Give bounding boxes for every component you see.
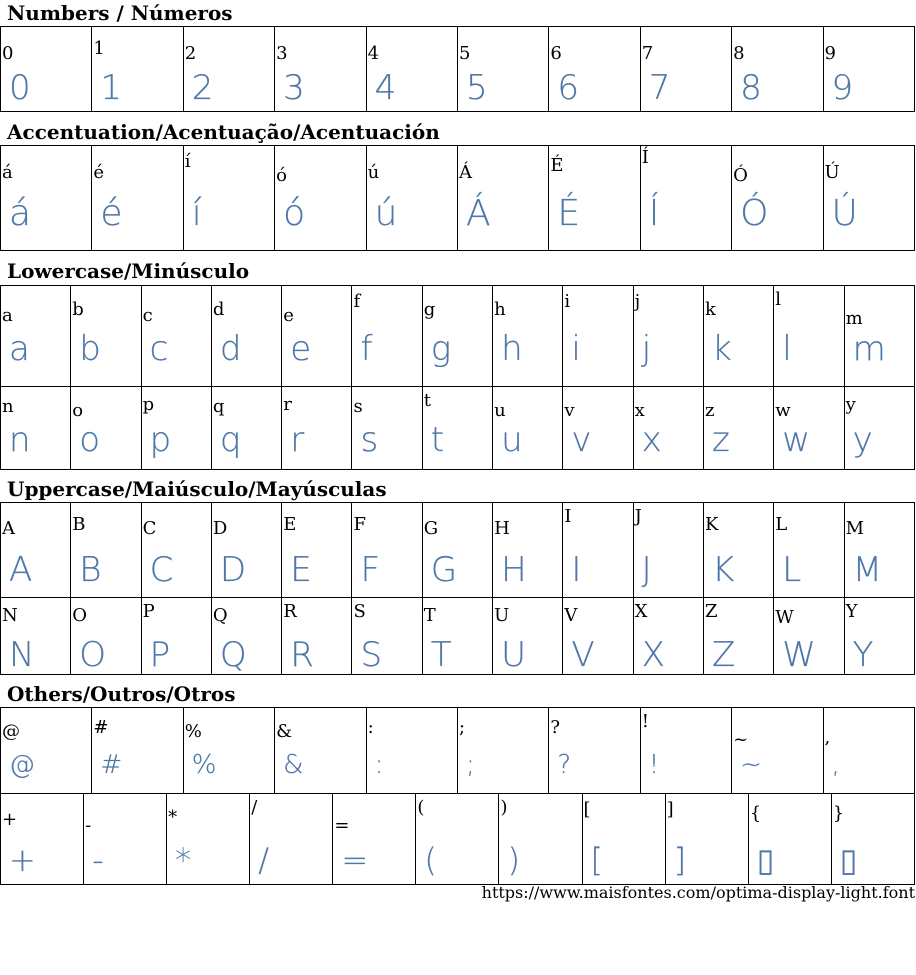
glyph-cell-percent	[183, 708, 274, 794]
glyph-cell-h	[493, 503, 563, 598]
glyph-cell-label: R	[283, 601, 297, 622]
glyph-cell-c39a	[823, 146, 914, 251]
glyph-cell-o	[71, 598, 141, 675]
glyph-cell-y	[844, 598, 914, 675]
glyph-cell-label: ~	[733, 729, 749, 750]
glyph-cell-label: )	[500, 797, 508, 818]
glyph-sample: n	[9, 420, 31, 460]
glyph-cell-exclamation	[640, 708, 731, 794]
glyph-cell-plus	[1, 794, 84, 885]
glyph-cell-label: ;	[458, 717, 466, 738]
glyph-sample: O	[79, 635, 107, 675]
glyph-cell-label: O	[72, 605, 88, 626]
glyph-sample: Á	[465, 193, 491, 234]
glyph-cell-label: h	[494, 299, 506, 320]
glyph-cell-k	[703, 286, 773, 387]
glyph-cell-b	[71, 286, 141, 387]
glyph-sample: W	[782, 635, 816, 675]
glyph-cell-label: 4	[367, 43, 380, 64]
glyph-cell-question	[549, 708, 640, 794]
glyph-cell-label: I	[564, 506, 572, 527]
glyph-cell-label: :	[367, 717, 374, 738]
glyph-cell-label: N	[2, 605, 18, 626]
glyph-sample: +	[9, 841, 36, 879]
glyph-sample: U	[501, 635, 526, 675]
glyph-cell-label: a	[2, 305, 13, 326]
glyph-cell-n	[1, 387, 71, 470]
glyph-cell-comma	[823, 708, 914, 794]
glyph-cell-c389	[549, 146, 640, 251]
glyph-cell-a	[1, 503, 71, 598]
glyph-cell-label: @	[2, 721, 20, 742]
glyph-sample: r	[290, 420, 305, 460]
glyph-sample: =	[341, 841, 369, 879]
glyph-sample: B	[79, 550, 102, 590]
glyph-cell-p	[141, 387, 211, 470]
source-url-link[interactable]: https://www.maisfontes.com/optima-display-light.font	[481, 883, 915, 902]
glyph-cell-asterisk	[167, 794, 250, 885]
glyph-sample: t	[430, 420, 445, 460]
numbers-grid	[0, 26, 915, 112]
glyph-cell-label: ?	[550, 717, 560, 738]
glyph-cell-3	[275, 27, 366, 112]
glyph-cell-label: U	[494, 605, 510, 626]
glyph-sample: D	[219, 550, 247, 590]
glyph-sample: 8	[740, 68, 762, 108]
section-title-uppercase: Uppercase/Maiúsculo/Mayúsculas	[7, 477, 387, 501]
glyph-cell-label: [	[583, 799, 591, 820]
glyph-cell-f	[352, 503, 422, 598]
glyph-cell-label: u	[494, 400, 506, 421]
glyph-cell-label: =	[334, 815, 350, 836]
glyph-cell-label: Q	[212, 605, 228, 626]
glyph-cell-m	[844, 503, 914, 598]
glyph-sample: w	[782, 420, 811, 460]
glyph-cell-s	[352, 387, 422, 470]
glyph-cell-label: E	[283, 514, 297, 535]
glyph-sample: A	[9, 550, 33, 590]
glyph-cell-label: W	[775, 607, 794, 628]
glyph-cell-label: 3	[276, 43, 288, 64]
glyph-cell-rbrace	[831, 794, 914, 885]
glyph-cell-c3a1	[1, 146, 92, 251]
glyph-sample: J	[641, 550, 652, 590]
glyph-cell-label: K	[704, 514, 719, 535]
glyph-cell-lbracket	[582, 794, 665, 885]
glyph-sample: (	[424, 841, 437, 879]
glyph-cell-o	[71, 387, 141, 470]
glyph-sample: á	[9, 193, 32, 234]
glyph-cell-label: Y	[845, 601, 858, 622]
glyph-cell-label: í	[184, 151, 191, 172]
glyph-cell-label: 5	[458, 43, 471, 64]
glyph-sample: G	[430, 550, 458, 590]
glyph-sample: %	[191, 750, 217, 780]
glyph-cell-label: s	[353, 396, 363, 417]
glyph-sample: ▯	[756, 841, 775, 879]
glyph-sample: T	[430, 635, 452, 675]
glyph-cell-g	[422, 286, 492, 387]
glyph-cell-u	[493, 387, 563, 470]
glyph-cell-v	[563, 598, 633, 675]
glyph-cell-r	[282, 598, 352, 675]
glyph-sample: ?	[557, 750, 572, 780]
glyph-sample: 3	[283, 68, 305, 108]
glyph-cell-r	[282, 387, 352, 470]
glyph-sample: 0	[9, 68, 31, 108]
glyph-sample: o	[79, 420, 101, 460]
glyph-sample: 2	[191, 68, 214, 108]
glyph-cell-label: v	[564, 400, 575, 421]
glyph-sample: !	[648, 750, 660, 780]
glyph-cell-c3ad	[183, 146, 274, 251]
glyph-cell-label: r	[283, 394, 292, 415]
glyph-cell-c	[141, 503, 211, 598]
glyph-cell-label: X	[634, 601, 648, 622]
glyph-cell-w	[774, 598, 844, 675]
glyph-cell-w	[774, 387, 844, 470]
glyph-sample: u	[501, 420, 523, 460]
glyph-cell-y	[844, 387, 914, 470]
glyph-sample: d	[219, 329, 242, 369]
glyph-cell-label: 8	[733, 43, 745, 64]
glyph-cell-label: Á	[458, 162, 472, 183]
glyph-sample: z	[711, 420, 730, 460]
glyph-row	[1, 27, 915, 112]
glyph-cell-tilde	[732, 708, 823, 794]
glyph-cell-at	[1, 708, 92, 794]
glyph-cell-label: /	[251, 797, 258, 818]
glyph-cell-label: *	[168, 807, 178, 828]
glyph-row	[1, 598, 915, 675]
lowercase-grid	[0, 285, 915, 470]
glyph-sample: -	[92, 841, 104, 879]
glyph-sample: Ú	[831, 193, 858, 234]
glyph-cell-u	[493, 598, 563, 675]
glyph-sample: R	[290, 635, 314, 675]
section-title-numbers: Numbers / Números	[7, 1, 233, 25]
glyph-sample: 4	[374, 68, 397, 108]
glyph-cell-label: &	[276, 721, 293, 742]
glyph-cell-v	[563, 387, 633, 470]
glyph-sample: s	[360, 420, 379, 460]
glyph-cell-label: m	[845, 308, 863, 329]
glyph-cell-p	[141, 598, 211, 675]
glyph-cell-f	[352, 286, 422, 387]
glyph-cell-m	[844, 286, 914, 387]
glyph-cell-ampersand	[275, 708, 366, 794]
glyph-cell-label: ]	[666, 799, 674, 820]
glyph-cell-x	[633, 598, 703, 675]
glyph-sample: x	[641, 420, 662, 460]
glyph-cell-t	[422, 598, 492, 675]
glyph-sample: q	[219, 420, 242, 460]
glyph-cell-k	[703, 503, 773, 598]
glyph-cell-label: 2	[184, 43, 197, 64]
glyph-sample: e	[290, 329, 312, 369]
glyph-cell-label: #	[93, 717, 109, 738]
glyph-cell-label: á	[2, 162, 13, 183]
glyph-cell-label: Ú	[824, 162, 840, 183]
glyph-cell-label: -	[85, 815, 92, 836]
glyph-cell-label: ó	[276, 165, 288, 186]
glyph-cell-label: o	[72, 400, 84, 421]
glyph-cell-e	[282, 503, 352, 598]
glyph-sample: K	[711, 550, 735, 590]
glyph-cell-label: i	[564, 291, 571, 312]
glyph-cell-5	[457, 27, 548, 112]
glyph-cell-d	[211, 503, 281, 598]
glyph-cell-c38d	[640, 146, 731, 251]
glyph-cell-e	[282, 286, 352, 387]
glyph-cell-6	[549, 27, 640, 112]
glyph-cell-b	[71, 503, 141, 598]
glyph-cell-c381	[457, 146, 548, 251]
glyph-sample: 9	[831, 68, 854, 108]
glyph-cell-label: H	[494, 518, 510, 539]
glyph-sample: X	[641, 635, 665, 675]
glyph-cell-slash	[250, 794, 333, 885]
glyph-cell-label: l	[775, 289, 782, 310]
glyph-cell-i	[563, 503, 633, 598]
glyph-sample: I	[571, 550, 582, 590]
glyph-sample: y	[852, 420, 873, 460]
others-grid-row1	[0, 707, 915, 794]
glyph-cell-s	[352, 598, 422, 675]
glyph-cell-c3a9	[92, 146, 183, 251]
glyph-sample: g	[430, 329, 452, 369]
glyph-sample: Y	[852, 635, 874, 675]
glyph-cell-c	[141, 286, 211, 387]
glyph-sample: f	[360, 329, 373, 369]
glyph-cell-minus	[84, 794, 167, 885]
uppercase-grid	[0, 502, 915, 675]
glyph-cell-rbracket	[665, 794, 748, 885]
glyph-sample: í	[191, 193, 202, 234]
glyph-sample: a	[9, 329, 30, 369]
section-title-lowercase: Lowercase/Minúsculo	[7, 259, 250, 283]
glyph-cell-i	[563, 286, 633, 387]
glyph-sample: &	[283, 750, 304, 780]
glyph-cell-label: G	[423, 518, 439, 539]
glyph-cell-label: 9	[824, 43, 836, 64]
glyph-cell-label: q	[212, 396, 225, 417]
glyph-sample: i	[571, 329, 581, 369]
glyph-cell-7	[640, 27, 731, 112]
glyph-sample: C	[149, 550, 174, 590]
glyph-cell-label: {	[749, 803, 762, 824]
glyph-sample: ú	[374, 193, 398, 234]
glyph-cell-label: z	[704, 400, 715, 421]
glyph-sample: N	[9, 635, 35, 675]
glyph-cell-label: ú	[367, 162, 380, 183]
glyph-cell-label: B	[72, 514, 86, 535]
glyph-cell-label: +	[2, 809, 18, 830]
glyph-cell-d	[211, 286, 281, 387]
glyph-cell-label: J	[634, 506, 642, 527]
glyph-cell-label: %	[184, 721, 202, 742]
glyph-cell-x	[633, 387, 703, 470]
glyph-cell-label: 1	[93, 38, 105, 59]
glyph-cell-g	[422, 503, 492, 598]
section-title-accents: Accentuation/Acentuação/Acentuación	[7, 120, 440, 144]
others-grid-row2	[0, 793, 915, 885]
glyph-cell-label: 6	[550, 43, 562, 64]
glyph-sample: 7	[648, 68, 671, 108]
glyph-sample: h	[501, 329, 523, 369]
glyph-sample: V	[571, 635, 595, 675]
glyph-cell-label: F	[353, 514, 366, 535]
glyph-cell-label: É	[550, 155, 564, 176]
glyph-sample: H	[501, 550, 527, 590]
glyph-cell-label: f	[353, 291, 361, 312]
glyph-cell-j	[633, 286, 703, 387]
glyph-row	[1, 286, 915, 387]
glyph-cell-colon	[366, 708, 457, 794]
glyph-cell-label: P	[142, 601, 155, 622]
glyph-row	[1, 146, 915, 251]
glyph-row	[1, 794, 915, 885]
glyph-sample: #	[100, 750, 123, 780]
glyph-sample: Í	[648, 193, 660, 234]
glyph-cell-label: k	[704, 299, 716, 320]
glyph-cell-label: (	[417, 797, 425, 818]
glyph-sample: v	[571, 420, 592, 460]
glyph-sample: *	[175, 841, 192, 879]
glyph-cell-1	[92, 27, 183, 112]
glyph-sample: ó	[283, 193, 306, 234]
glyph-sample: ~	[740, 750, 762, 780]
glyph-sample: É	[557, 193, 581, 234]
glyph-sample: 6	[557, 68, 579, 108]
glyph-sample: )	[507, 841, 520, 879]
glyph-sample: p	[149, 420, 172, 460]
glyph-sample: k	[711, 329, 732, 369]
glyph-sample: @	[9, 750, 35, 780]
glyph-sample: F	[360, 550, 381, 590]
glyph-cell-label: y	[845, 394, 856, 415]
glyph-sample: b	[79, 329, 101, 369]
glyph-cell-label: e	[283, 305, 294, 326]
glyph-cell-q	[211, 387, 281, 470]
glyph-sample: Ó	[740, 193, 769, 234]
glyph-cell-label: g	[423, 299, 436, 320]
glyph-cell-4	[366, 27, 457, 112]
glyph-cell-label: L	[775, 514, 788, 535]
glyph-cell-label: p	[142, 394, 155, 415]
glyph-cell-l	[774, 286, 844, 387]
glyph-cell-label: Z	[704, 601, 718, 622]
glyph-cell-q	[211, 598, 281, 675]
glyph-cell-label: b	[72, 299, 84, 320]
glyph-cell-equals	[333, 794, 416, 885]
section-title-others: Others/Outros/Otros	[7, 682, 236, 706]
glyph-cell-label: w	[775, 400, 791, 421]
glyph-cell-label: t	[423, 390, 432, 411]
glyph-cell-label: T	[423, 605, 436, 626]
glyph-cell-label: C	[142, 518, 157, 539]
glyph-sample: [	[590, 841, 604, 879]
glyph-cell-c393	[732, 146, 823, 251]
accents-grid	[0, 145, 915, 251]
glyph-sample: L	[782, 550, 802, 590]
glyph-cell-0	[1, 27, 92, 112]
glyph-sample: Q	[219, 635, 247, 675]
glyph-cell-n	[1, 598, 71, 675]
glyph-cell-lparen	[416, 794, 499, 885]
glyph-cell-9	[823, 27, 914, 112]
glyph-row	[1, 503, 915, 598]
glyph-cell-lbrace	[748, 794, 831, 885]
glyph-cell-label: ,	[824, 727, 831, 748]
glyph-cell-label: é	[93, 162, 105, 183]
glyph-sample: M	[852, 550, 882, 590]
glyph-cell-z	[703, 387, 773, 470]
glyph-cell-hash	[92, 708, 183, 794]
glyph-cell-label: n	[2, 396, 14, 417]
glyph-sample: P	[149, 635, 171, 675]
glyph-cell-8	[732, 27, 823, 112]
glyph-sample: S	[360, 635, 383, 675]
glyph-cell-label: Í	[641, 147, 649, 168]
glyph-cell-2	[183, 27, 274, 112]
glyph-cell-label: !	[641, 711, 649, 732]
glyph-cell-label: x	[634, 400, 645, 421]
glyph-cell-label: S	[353, 601, 366, 622]
glyph-sample: l	[782, 329, 792, 369]
glyph-cell-l	[774, 503, 844, 598]
glyph-cell-c3ba	[366, 146, 457, 251]
glyph-sample: ,	[831, 750, 840, 780]
glyph-sample: ]	[673, 841, 687, 879]
glyph-sample: c	[149, 329, 169, 369]
glyph-sample: 1	[100, 68, 123, 108]
glyph-sample: m	[852, 329, 886, 369]
glyph-cell-label: 7	[641, 43, 654, 64]
glyph-cell-label: c	[142, 305, 153, 326]
glyph-row	[1, 387, 915, 470]
glyph-cell-label: D	[212, 518, 228, 539]
glyph-sample: é	[100, 193, 123, 234]
glyph-cell-j	[633, 503, 703, 598]
glyph-row	[1, 708, 915, 794]
glyph-sample: j	[641, 329, 652, 369]
glyph-cell-rparen	[499, 794, 582, 885]
glyph-cell-semicolon	[457, 708, 548, 794]
glyph-cell-label: }	[832, 803, 845, 824]
glyph-sample: Z	[711, 635, 736, 675]
glyph-cell-label: d	[212, 299, 225, 320]
glyph-cell-h	[493, 286, 563, 387]
glyph-cell-a	[1, 286, 71, 387]
glyph-cell-label: V	[564, 605, 578, 626]
glyph-cell-label: A	[2, 518, 15, 539]
glyph-sample: E	[290, 550, 312, 590]
glyph-cell-label: M	[845, 518, 864, 539]
glyph-sample: 5	[465, 68, 488, 108]
glyph-cell-label: Ó	[733, 165, 748, 186]
glyph-sample: ;	[465, 750, 475, 780]
glyph-cell-z	[703, 598, 773, 675]
glyph-cell-t	[422, 387, 492, 470]
glyph-cell-label: 0	[2, 43, 14, 64]
glyph-cell-label: j	[634, 291, 641, 312]
glyph-sample: ▯	[839, 841, 858, 879]
glyph-cell-c3b3	[275, 146, 366, 251]
glyph-sample: :	[374, 750, 384, 780]
glyph-sample: /	[258, 841, 270, 879]
